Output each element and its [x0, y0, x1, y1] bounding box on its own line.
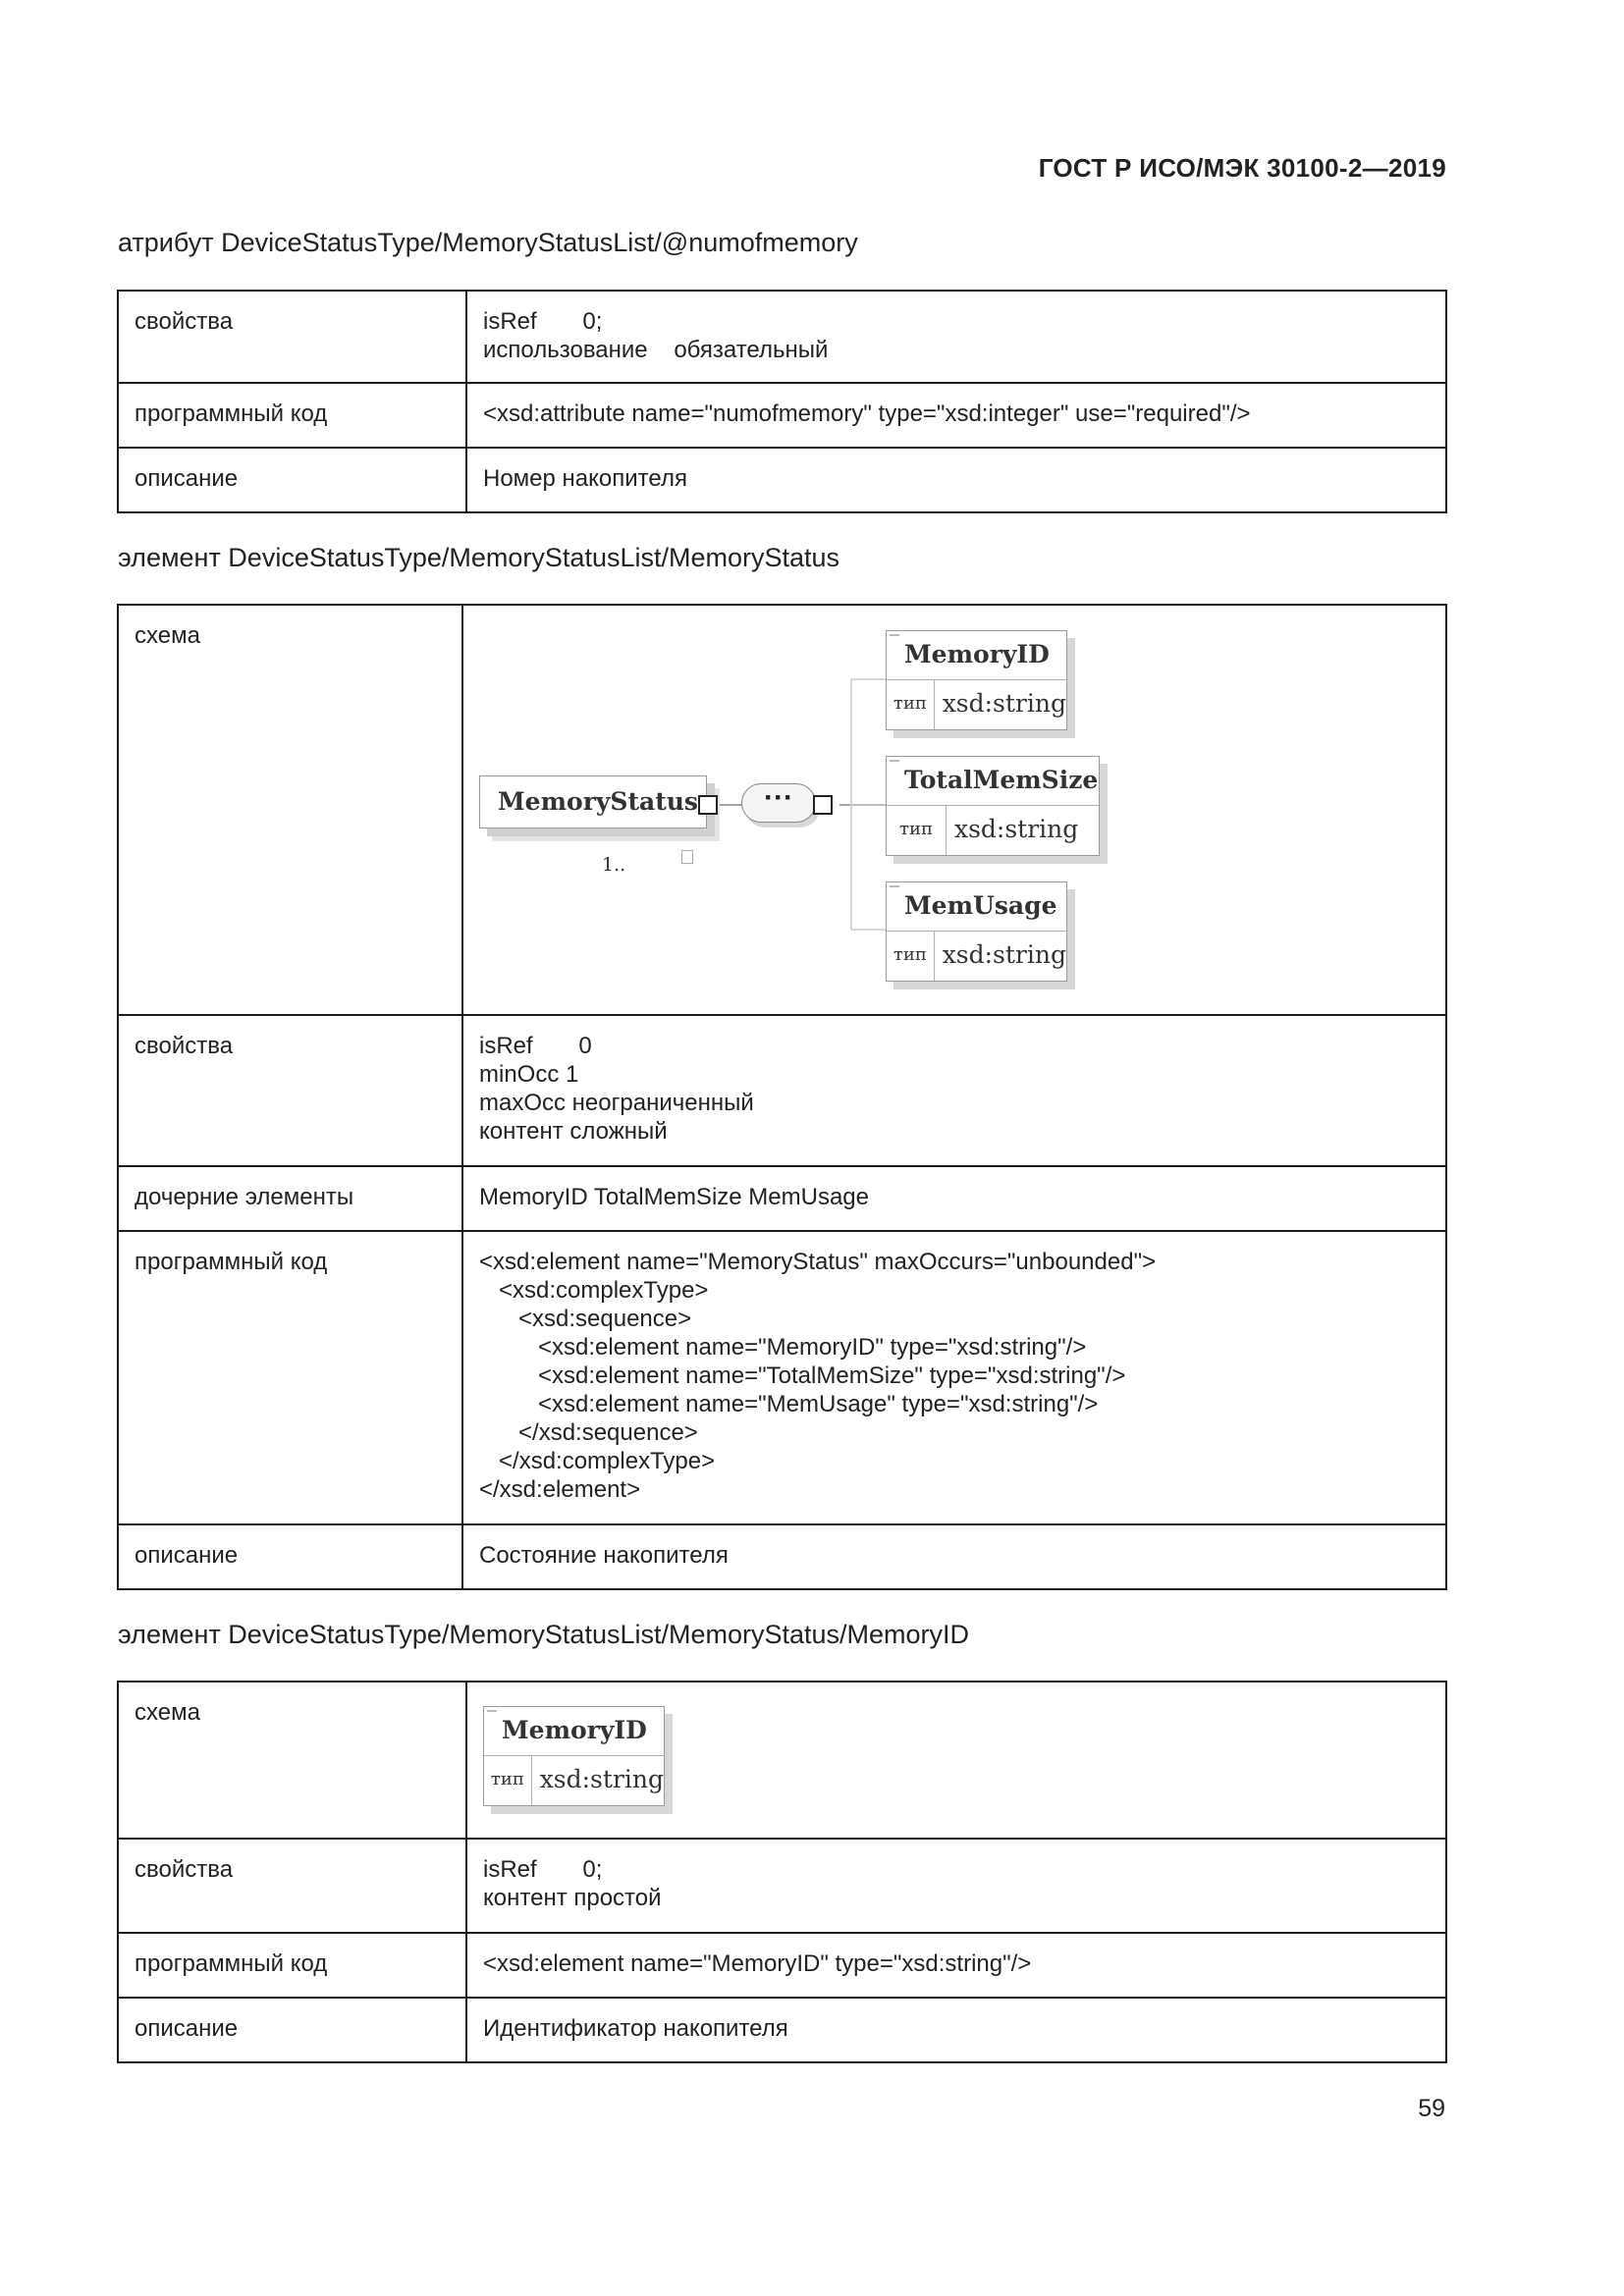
- description-label: описание: [118, 1524, 462, 1589]
- code-label: программный код: [118, 1231, 462, 1524]
- properties-value: isRef 0; использование обязательный: [466, 291, 1446, 383]
- description-value: Состояние накопителя: [462, 1524, 1446, 1589]
- child-name: MemUsage: [887, 882, 1066, 932]
- type-label: тип: [887, 806, 947, 855]
- corner-mark-icon: [890, 885, 899, 887]
- table-row: [118, 448, 1446, 512]
- code-label: программный код: [118, 1933, 466, 1998]
- type-value: xsd:string: [942, 940, 1066, 969]
- code-label: программный код: [118, 383, 466, 448]
- multiplicity-label: 1..: [602, 854, 626, 876]
- memorystatus-element-box: [479, 775, 707, 828]
- section-caption-memoryid: элемент DeviceStatusType/MemoryStatusList/MemoryStatus/MemoryID: [118, 1620, 970, 1649]
- type-value: xsd:string: [954, 815, 1079, 843]
- element-box-memoryid: [483, 1706, 665, 1806]
- corner-mark-icon: [890, 760, 899, 762]
- xsd-diagram-memorystatus: [463, 606, 1445, 1012]
- code-value: <xsd:attribute name="numofmemory" type="xsd:integer" use="required"/>: [466, 383, 1446, 448]
- table-memoryid: [117, 1681, 1447, 2063]
- type-label: тип: [484, 1756, 532, 1805]
- section-caption-numofmemory: атрибут DeviceStatusType/MemoryStatusList/@numofmemory: [118, 228, 858, 257]
- properties-label: свойства: [118, 291, 466, 383]
- code-value: <xsd:element name="MemoryID" type="xsd:string"/>: [466, 1933, 1446, 1998]
- description-label: описание: [118, 448, 466, 512]
- section-caption-memorystatus: элемент DeviceStatusType/MemoryStatusList/MemoryStatus: [118, 543, 840, 572]
- type-label: тип: [887, 932, 935, 981]
- type-label: тип: [887, 680, 935, 729]
- corner-mark-icon: [890, 634, 899, 636]
- table-row: [118, 291, 1446, 383]
- table-row: [118, 1015, 1446, 1166]
- children-value: MemoryID TotalMemSize MemUsage: [462, 1166, 1446, 1231]
- child-box-memusage: [886, 881, 1067, 982]
- type-value: xsd:string: [539, 1765, 664, 1793]
- properties-value: isRef 0 minOcc 1 maxOcc неограниченный контент сложный: [462, 1015, 1446, 1166]
- sequence-expand-icon: [813, 795, 833, 815]
- description-value: Номер накопителя: [466, 448, 1446, 512]
- table-row: [118, 1998, 1446, 2062]
- table-row: [118, 383, 1446, 448]
- child-name: TotalMemSize: [887, 757, 1099, 806]
- properties-value: isRef 0; контент простой: [466, 1839, 1446, 1933]
- child-box-memoryid: [886, 630, 1067, 730]
- child-box-totalmemsize: [886, 756, 1100, 856]
- expand-toggle-icon: [698, 795, 718, 815]
- description-label: описание: [118, 1998, 466, 2062]
- schema-diagram: [466, 1682, 1446, 1839]
- children-label: дочерние элементы: [118, 1166, 462, 1231]
- type-value: xsd:string: [942, 689, 1066, 718]
- code-value: <xsd:element name="MemoryStatus" maxOccurs="unbounded"> <xsd:complexType> <xsd:sequence> <xsd:element name="MemoryID" type="xsd:string"/> <xsd:element name="TotalMemSize" type="xsd:string"/> <xsd:element name="MemUsage" type="xsd:string"/> </xsd:sequence> </xsd:complexType> </xsd:element>: [462, 1231, 1446, 1524]
- table-row: [118, 1524, 1446, 1589]
- table-row: [118, 1682, 1446, 1839]
- table-row: [118, 1166, 1446, 1231]
- properties-label: свойства: [118, 1839, 466, 1933]
- multiplicity-box-icon: [681, 850, 693, 864]
- description-value: Идентификатор накопителя: [466, 1998, 1446, 2062]
- element-name: MemoryID: [484, 1707, 664, 1756]
- schema-label: схема: [118, 605, 462, 1015]
- table-row: [118, 1839, 1446, 1933]
- memorystatus-element-name: MemoryStatus: [498, 787, 699, 816]
- sequence-compositor-icon: ···: [741, 783, 816, 823]
- properties-label: свойства: [118, 1015, 462, 1166]
- table-row: [118, 1933, 1446, 1998]
- xsd-diagram-memoryid: [467, 1682, 1445, 1836]
- schema-label: схема: [118, 1682, 466, 1839]
- table-numofmemory: [117, 290, 1447, 513]
- document-header: ГОСТ Р ИСО/МЭК 30100-2—2019: [1038, 153, 1446, 183]
- table-row: [118, 1231, 1446, 1524]
- schema-diagram: [462, 605, 1446, 1015]
- table-row: [118, 605, 1446, 1015]
- page-number: 59: [1418, 2095, 1445, 2122]
- table-memorystatus: [117, 604, 1447, 1590]
- corner-mark-icon: [487, 1710, 497, 1712]
- child-name: MemoryID: [887, 631, 1066, 680]
